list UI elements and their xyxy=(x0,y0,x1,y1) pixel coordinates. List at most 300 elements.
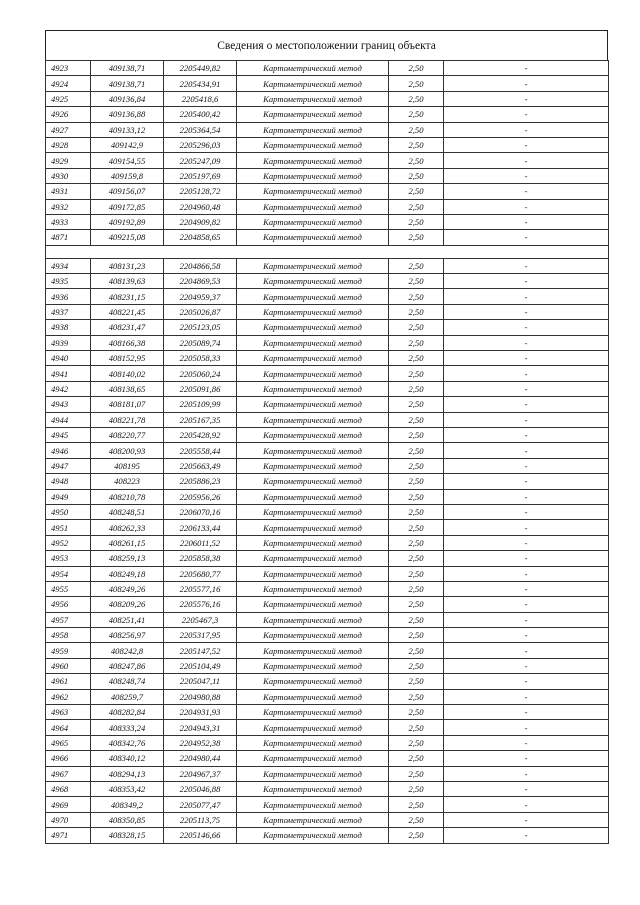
table-row xyxy=(46,91,609,106)
point-number-cell: 4944 xyxy=(46,412,91,427)
y-coordinate-cell: 2205858,38 xyxy=(164,551,237,566)
method-cell: Картометрический метод xyxy=(237,504,389,519)
method-cell: Картометрический метод xyxy=(237,412,389,427)
x-coordinate-cell: 408294,13 xyxy=(91,766,164,781)
description-cell: - xyxy=(444,304,609,319)
accuracy-cell: 2,50 xyxy=(389,504,444,519)
accuracy-cell: 2,50 xyxy=(389,184,444,199)
y-coordinate-cell: 2205449,82 xyxy=(164,61,237,76)
y-coordinate-cell: 2205046,88 xyxy=(164,781,237,796)
method-cell: Картометрический метод xyxy=(237,427,389,442)
description-cell: - xyxy=(444,551,609,566)
table-row xyxy=(46,397,609,412)
y-coordinate-cell: 2204866,58 xyxy=(164,258,237,273)
method-cell: Картометрический метод xyxy=(237,520,389,535)
method-cell: Картометрический метод xyxy=(237,91,389,106)
description-cell: - xyxy=(444,412,609,427)
description-cell: - xyxy=(444,504,609,519)
accuracy-cell: 2,50 xyxy=(389,153,444,168)
y-coordinate-cell: 2204952,38 xyxy=(164,735,237,750)
point-number-cell: 4942 xyxy=(46,381,91,396)
x-coordinate-cell: 408328,15 xyxy=(91,828,164,843)
description-cell: - xyxy=(444,489,609,504)
accuracy-cell: 2,50 xyxy=(389,304,444,319)
table-row xyxy=(46,474,609,489)
point-number-cell: 4957 xyxy=(46,612,91,627)
table-row xyxy=(46,705,609,720)
method-cell: Картометрический метод xyxy=(237,797,389,812)
description-cell: - xyxy=(444,199,609,214)
x-coordinate-cell: 408223 xyxy=(91,474,164,489)
y-coordinate-cell: 2205558,44 xyxy=(164,443,237,458)
y-coordinate-cell: 2205077,47 xyxy=(164,797,237,812)
method-cell: Картометрический метод xyxy=(237,137,389,152)
x-coordinate-cell: 408200,93 xyxy=(91,443,164,458)
accuracy-cell: 2,50 xyxy=(389,458,444,473)
table-row xyxy=(46,566,609,581)
y-coordinate-cell: 2206011,52 xyxy=(164,535,237,550)
table-row xyxy=(46,335,609,350)
point-number-cell: 4967 xyxy=(46,766,91,781)
point-number-cell: 4925 xyxy=(46,91,91,106)
method-cell: Картометрический метод xyxy=(237,597,389,612)
accuracy-cell: 2,50 xyxy=(389,812,444,827)
description-cell: - xyxy=(444,351,609,366)
accuracy-cell: 2,50 xyxy=(389,705,444,720)
table-row xyxy=(46,381,609,396)
table-row xyxy=(46,274,609,289)
description-cell: - xyxy=(444,458,609,473)
table-row xyxy=(46,735,609,750)
table-row xyxy=(46,107,609,122)
point-number-cell: 4947 xyxy=(46,458,91,473)
y-coordinate-cell: 2204931,93 xyxy=(164,705,237,720)
y-coordinate-cell: 2205060,24 xyxy=(164,366,237,381)
x-coordinate-cell: 408333,24 xyxy=(91,720,164,735)
y-coordinate-cell: 2204959,37 xyxy=(164,289,237,304)
y-coordinate-cell: 2204869,53 xyxy=(164,274,237,289)
table-row xyxy=(46,61,609,76)
method-cell: Картометрический метод xyxy=(237,184,389,199)
x-coordinate-cell: 409172,85 xyxy=(91,199,164,214)
table-row xyxy=(46,581,609,596)
accuracy-cell: 2,50 xyxy=(389,258,444,273)
description-cell: - xyxy=(444,258,609,273)
y-coordinate-cell: 2205434,91 xyxy=(164,76,237,91)
method-cell: Картометрический метод xyxy=(237,828,389,843)
method-cell: Картометрический метод xyxy=(237,689,389,704)
x-coordinate-cell: 408131,23 xyxy=(91,258,164,273)
y-coordinate-cell: 2205317,95 xyxy=(164,628,237,643)
accuracy-cell: 2,50 xyxy=(389,781,444,796)
description-cell: - xyxy=(444,366,609,381)
description-cell: - xyxy=(444,168,609,183)
x-coordinate-cell: 408262,33 xyxy=(91,520,164,535)
method-cell: Картометрический метод xyxy=(237,168,389,183)
method-cell: Картометрический метод xyxy=(237,628,389,643)
table-row xyxy=(46,535,609,550)
method-cell: Картометрический метод xyxy=(237,581,389,596)
method-cell: Картометрический метод xyxy=(237,489,389,504)
table-row xyxy=(46,258,609,273)
method-cell: Картометрический метод xyxy=(237,61,389,76)
point-number-cell: 4931 xyxy=(46,184,91,199)
method-cell: Картометрический метод xyxy=(237,335,389,350)
table-row xyxy=(46,289,609,304)
accuracy-cell: 2,50 xyxy=(389,658,444,673)
method-cell: Картометрический метод xyxy=(237,76,389,91)
method-cell: Картометрический метод xyxy=(237,474,389,489)
point-number-cell: 4946 xyxy=(46,443,91,458)
table-row xyxy=(46,214,609,229)
point-number-cell: 4958 xyxy=(46,628,91,643)
description-cell: - xyxy=(444,184,609,199)
description-cell: - xyxy=(444,335,609,350)
description-cell: - xyxy=(444,107,609,122)
description-cell: - xyxy=(444,76,609,91)
table-row xyxy=(46,689,609,704)
point-number-cell: 4970 xyxy=(46,812,91,827)
method-cell: Картометрический метод xyxy=(237,781,389,796)
x-coordinate-cell: 408251,41 xyxy=(91,612,164,627)
y-coordinate-cell: 2206133,44 xyxy=(164,520,237,535)
point-number-cell: 4871 xyxy=(46,230,91,245)
table-row xyxy=(46,304,609,319)
table-row xyxy=(46,351,609,366)
method-cell: Картометрический метод xyxy=(237,153,389,168)
point-number-cell: 4950 xyxy=(46,504,91,519)
y-coordinate-cell: 2205109,99 xyxy=(164,397,237,412)
x-coordinate-cell: 408166,38 xyxy=(91,335,164,350)
x-coordinate-cell: 409154,55 xyxy=(91,153,164,168)
point-number-cell: 4932 xyxy=(46,199,91,214)
point-number-cell: 4949 xyxy=(46,489,91,504)
method-cell: Картометрический метод xyxy=(237,735,389,750)
table-row xyxy=(46,366,609,381)
method-cell: Картометрический метод xyxy=(237,751,389,766)
method-cell: Картометрический метод xyxy=(237,320,389,335)
description-cell: - xyxy=(444,153,609,168)
description-cell: - xyxy=(444,214,609,229)
description-cell: - xyxy=(444,274,609,289)
table-row xyxy=(46,168,609,183)
table-row xyxy=(46,797,609,812)
accuracy-cell: 2,50 xyxy=(389,230,444,245)
point-number-cell: 4938 xyxy=(46,320,91,335)
point-number-cell: 4945 xyxy=(46,427,91,442)
description-cell: - xyxy=(444,781,609,796)
description-cell: - xyxy=(444,443,609,458)
accuracy-cell: 2,50 xyxy=(389,797,444,812)
method-cell: Картометрический метод xyxy=(237,381,389,396)
point-number-cell: 4926 xyxy=(46,107,91,122)
description-cell: - xyxy=(444,320,609,335)
accuracy-cell: 2,50 xyxy=(389,751,444,766)
point-number-cell: 4927 xyxy=(46,122,91,137)
table-row xyxy=(46,504,609,519)
y-coordinate-cell: 2205296,03 xyxy=(164,137,237,152)
y-coordinate-cell: 2205197,69 xyxy=(164,168,237,183)
table-row xyxy=(46,458,609,473)
y-coordinate-cell: 2205026,87 xyxy=(164,304,237,319)
coordinates-table-body xyxy=(46,61,609,844)
accuracy-cell: 2,50 xyxy=(389,335,444,350)
point-number-cell: 4953 xyxy=(46,551,91,566)
accuracy-cell: 2,50 xyxy=(389,366,444,381)
y-coordinate-cell: 2205956,26 xyxy=(164,489,237,504)
point-number-cell: 4939 xyxy=(46,335,91,350)
description-cell: - xyxy=(444,397,609,412)
table-row xyxy=(46,597,609,612)
y-coordinate-cell: 2205123,05 xyxy=(164,320,237,335)
accuracy-cell: 2,50 xyxy=(389,397,444,412)
x-coordinate-cell: 409159,8 xyxy=(91,168,164,183)
x-coordinate-cell: 408152,95 xyxy=(91,351,164,366)
y-coordinate-cell: 2204980,44 xyxy=(164,751,237,766)
method-cell: Картометрический метод xyxy=(237,230,389,245)
accuracy-cell: 2,50 xyxy=(389,828,444,843)
table-row xyxy=(46,520,609,535)
description-cell: - xyxy=(444,628,609,643)
accuracy-cell: 2,50 xyxy=(389,628,444,643)
y-coordinate-cell: 2205428,92 xyxy=(164,427,237,442)
x-coordinate-cell: 408249,18 xyxy=(91,566,164,581)
x-coordinate-cell: 408349,2 xyxy=(91,797,164,812)
x-coordinate-cell: 408195 xyxy=(91,458,164,473)
table-row xyxy=(46,199,609,214)
table-row xyxy=(46,781,609,796)
point-number-cell: 4960 xyxy=(46,658,91,673)
description-cell: - xyxy=(444,674,609,689)
y-coordinate-cell: 2205576,16 xyxy=(164,597,237,612)
point-number-cell: 4935 xyxy=(46,274,91,289)
method-cell: Картометрический метод xyxy=(237,812,389,827)
point-number-cell: 4928 xyxy=(46,137,91,152)
table-row xyxy=(46,658,609,673)
y-coordinate-cell: 2205128,72 xyxy=(164,184,237,199)
description-cell: - xyxy=(444,612,609,627)
accuracy-cell: 2,50 xyxy=(389,443,444,458)
table-row xyxy=(46,443,609,458)
method-cell: Картометрический метод xyxy=(237,705,389,720)
table-row xyxy=(46,489,609,504)
description-cell: - xyxy=(444,597,609,612)
y-coordinate-cell: 2205680,77 xyxy=(164,566,237,581)
description-cell: - xyxy=(444,381,609,396)
point-number-cell: 4965 xyxy=(46,735,91,750)
x-coordinate-cell: 408259,13 xyxy=(91,551,164,566)
accuracy-cell: 2,50 xyxy=(389,274,444,289)
accuracy-cell: 2,50 xyxy=(389,168,444,183)
description-cell: - xyxy=(444,427,609,442)
point-number-cell: 4962 xyxy=(46,689,91,704)
accuracy-cell: 2,50 xyxy=(389,412,444,427)
method-cell: Картометрический метод xyxy=(237,551,389,566)
description-cell: - xyxy=(444,230,609,245)
accuracy-cell: 2,50 xyxy=(389,735,444,750)
accuracy-cell: 2,50 xyxy=(389,107,444,122)
accuracy-cell: 2,50 xyxy=(389,351,444,366)
description-cell: - xyxy=(444,751,609,766)
x-coordinate-cell: 408231,15 xyxy=(91,289,164,304)
description-cell: - xyxy=(444,566,609,581)
table-row xyxy=(46,766,609,781)
x-coordinate-cell: 408181,07 xyxy=(91,397,164,412)
table-row xyxy=(46,320,609,335)
y-coordinate-cell: 2205418,6 xyxy=(164,91,237,106)
x-coordinate-cell: 409142,9 xyxy=(91,137,164,152)
x-coordinate-cell: 409215,08 xyxy=(91,230,164,245)
x-coordinate-cell: 408139,63 xyxy=(91,274,164,289)
x-coordinate-cell: 408340,12 xyxy=(91,751,164,766)
x-coordinate-cell: 408209,26 xyxy=(91,597,164,612)
table-row xyxy=(46,122,609,137)
point-number-cell: 4951 xyxy=(46,520,91,535)
table-row xyxy=(46,153,609,168)
x-coordinate-cell: 409136,88 xyxy=(91,107,164,122)
point-number-cell: 4956 xyxy=(46,597,91,612)
x-coordinate-cell: 408282,84 xyxy=(91,705,164,720)
description-cell: - xyxy=(444,91,609,106)
table-row xyxy=(46,720,609,735)
method-cell: Картометрический метод xyxy=(237,214,389,229)
accuracy-cell: 2,50 xyxy=(389,76,444,91)
x-coordinate-cell: 408256,97 xyxy=(91,628,164,643)
point-number-cell: 4969 xyxy=(46,797,91,812)
point-number-cell: 4966 xyxy=(46,751,91,766)
table-row xyxy=(46,427,609,442)
y-coordinate-cell: 2206070,16 xyxy=(164,504,237,519)
point-number-cell: 4933 xyxy=(46,214,91,229)
description-cell: - xyxy=(444,766,609,781)
table-row xyxy=(46,628,609,643)
x-coordinate-cell: 409133,12 xyxy=(91,122,164,137)
description-cell: - xyxy=(444,289,609,304)
description-cell: - xyxy=(444,474,609,489)
point-number-cell: 4940 xyxy=(46,351,91,366)
accuracy-cell: 2,50 xyxy=(389,91,444,106)
accuracy-cell: 2,50 xyxy=(389,137,444,152)
accuracy-cell: 2,50 xyxy=(389,199,444,214)
point-number-cell: 4954 xyxy=(46,566,91,581)
description-cell: - xyxy=(444,581,609,596)
table-row xyxy=(46,184,609,199)
accuracy-cell: 2,50 xyxy=(389,551,444,566)
table-row xyxy=(46,828,609,843)
description-cell: - xyxy=(444,735,609,750)
method-cell: Картометрический метод xyxy=(237,122,389,137)
point-number-cell: 4961 xyxy=(46,674,91,689)
point-number-cell: 4930 xyxy=(46,168,91,183)
point-number-cell: 4934 xyxy=(46,258,91,273)
table-row xyxy=(46,751,609,766)
method-cell: Картометрический метод xyxy=(237,458,389,473)
contour-separator-row xyxy=(46,245,609,258)
description-cell: - xyxy=(444,689,609,704)
x-coordinate-cell: 408247,86 xyxy=(91,658,164,673)
point-number-cell: 4943 xyxy=(46,397,91,412)
method-cell: Картометрический метод xyxy=(237,351,389,366)
document-sheet xyxy=(45,30,608,844)
table-row xyxy=(46,812,609,827)
x-coordinate-cell: 408249,26 xyxy=(91,581,164,596)
description-cell: - xyxy=(444,520,609,535)
point-number-cell: 4968 xyxy=(46,781,91,796)
description-cell: - xyxy=(444,705,609,720)
accuracy-cell: 2,50 xyxy=(389,535,444,550)
x-coordinate-cell: 409192,89 xyxy=(91,214,164,229)
x-coordinate-cell: 408210,78 xyxy=(91,489,164,504)
accuracy-cell: 2,50 xyxy=(389,689,444,704)
point-number-cell: 4948 xyxy=(46,474,91,489)
method-cell: Картометрический метод xyxy=(237,612,389,627)
table-row xyxy=(46,230,609,245)
point-number-cell: 4941 xyxy=(46,366,91,381)
point-number-cell: 4936 xyxy=(46,289,91,304)
point-number-cell: 4955 xyxy=(46,581,91,596)
method-cell: Картометрический метод xyxy=(237,366,389,381)
table-row xyxy=(46,137,609,152)
accuracy-cell: 2,50 xyxy=(389,597,444,612)
table-row xyxy=(46,76,609,91)
x-coordinate-cell: 408259,7 xyxy=(91,689,164,704)
method-cell: Картометрический метод xyxy=(237,566,389,581)
y-coordinate-cell: 2205047,11 xyxy=(164,674,237,689)
method-cell: Картометрический метод xyxy=(237,674,389,689)
x-coordinate-cell: 408221,45 xyxy=(91,304,164,319)
description-cell: - xyxy=(444,61,609,76)
description-cell: - xyxy=(444,643,609,658)
coordinates-table xyxy=(45,60,609,844)
method-cell: Картометрический метод xyxy=(237,289,389,304)
accuracy-cell: 2,50 xyxy=(389,489,444,504)
x-coordinate-cell: 408242,8 xyxy=(91,643,164,658)
x-coordinate-cell: 408248,51 xyxy=(91,504,164,519)
y-coordinate-cell: 2205091,86 xyxy=(164,381,237,396)
point-number-cell: 4923 xyxy=(46,61,91,76)
x-coordinate-cell: 408140,02 xyxy=(91,366,164,381)
table-row xyxy=(46,612,609,627)
y-coordinate-cell: 2205147,52 xyxy=(164,643,237,658)
y-coordinate-cell: 2205058,33 xyxy=(164,351,237,366)
x-coordinate-cell: 408248,74 xyxy=(91,674,164,689)
description-cell: - xyxy=(444,828,609,843)
accuracy-cell: 2,50 xyxy=(389,566,444,581)
method-cell: Картометрический метод xyxy=(237,274,389,289)
y-coordinate-cell: 2204967,37 xyxy=(164,766,237,781)
table-title: Сведения о местоположении границ объекта xyxy=(45,30,608,60)
point-number-cell: 4959 xyxy=(46,643,91,658)
y-coordinate-cell: 2205113,75 xyxy=(164,812,237,827)
method-cell: Картометрический метод xyxy=(237,258,389,273)
x-coordinate-cell: 409136,84 xyxy=(91,91,164,106)
y-coordinate-cell: 2204943,31 xyxy=(164,720,237,735)
accuracy-cell: 2,50 xyxy=(389,674,444,689)
y-coordinate-cell: 2205247,09 xyxy=(164,153,237,168)
point-number-cell: 4924 xyxy=(46,76,91,91)
point-number-cell: 4952 xyxy=(46,535,91,550)
y-coordinate-cell: 2205400,42 xyxy=(164,107,237,122)
y-coordinate-cell: 2204960,48 xyxy=(164,199,237,214)
x-coordinate-cell: 408261,15 xyxy=(91,535,164,550)
description-cell: - xyxy=(444,812,609,827)
y-coordinate-cell: 2204980,88 xyxy=(164,689,237,704)
y-coordinate-cell: 2205663,49 xyxy=(164,458,237,473)
x-coordinate-cell: 408350,85 xyxy=(91,812,164,827)
y-coordinate-cell: 2204858,65 xyxy=(164,230,237,245)
point-number-cell: 4963 xyxy=(46,705,91,720)
separator-cell xyxy=(46,245,609,258)
